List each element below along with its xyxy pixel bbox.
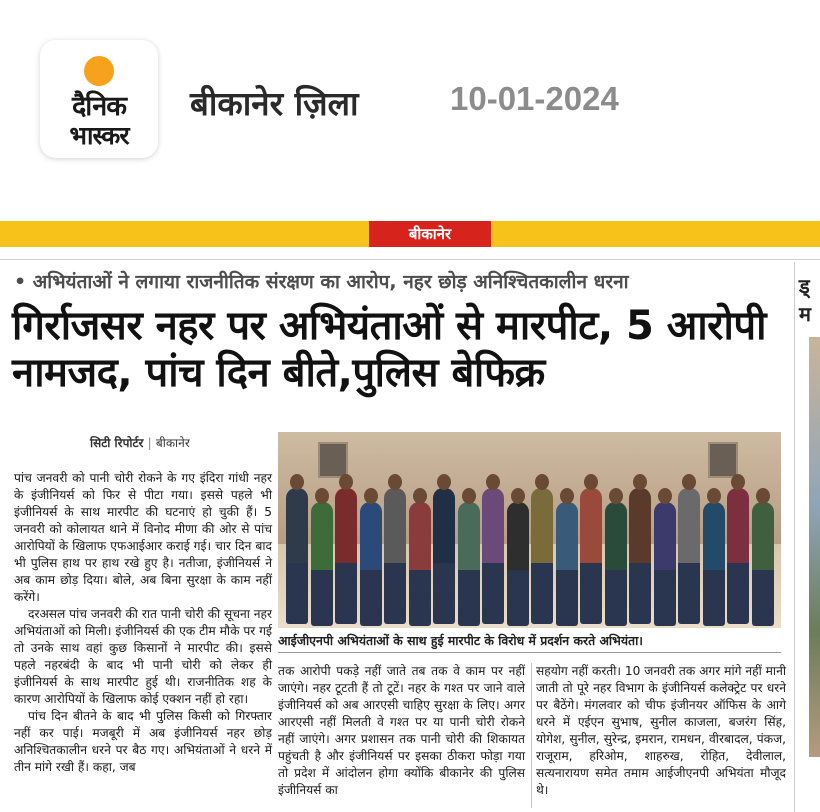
district-title: बीकानेर ज़िला (190, 84, 359, 123)
adjacent-photo (809, 337, 820, 757)
paragraph: सहयोग नहीं करती। 10 जनवरी तक अगर मांगे नहीं मानी जाती तो पूरे नहर विभाग के इंजीनियर्स कलेक्ट्रेट पर धरने पर बैठेंगे। मंगलवार को चीफ इंजीनयर ऑफिस के आगे धरने में एईएन सुभाष, सुनील काजला, बजरंग सिंह, योगेश, सुनील, सुरेन्द्र, इमरान, रामधन, वीरबादल, पंकज, राजूराम, हरिओम, शाहरुख, रोहित, देवीलाल, सत्यनारायण समेत तमाम आईजीएनपी अभियंता मौजूद थे। (536, 664, 786, 797)
logo-text-line1: दैनिक (71, 91, 127, 122)
logo-text-line2: भास्कर (69, 121, 129, 150)
paragraph: पांच जनवरी को पानी चोरी रोकने के गए इंदिरा गांधी नहर के इंजीनियर्स को फिर से पीटा गया। इससे पहले भी इंजीनियर्स के साथ मारपीट की घटनाएं हो चुकी हैं। 5 जनवरी को कोलायत थाने में विनोद मीणा की ओर से पांच आरोपियों के खिलाफ एफआईआर कराई गई। चार दिन बाद भी पुलिस हाथ पर हाथ रखे हुए है। नतीजा, इंजीनियर्स ने अब काम छोड़ दिया। बोले, अब बिना सुरक्षा के काम नहीं करेंगे। (14, 471, 272, 604)
photo-person-head (511, 488, 525, 504)
protest-photo (278, 432, 781, 628)
photo-person (286, 488, 308, 624)
paragraph: तक आरोपी पकड़े नहीं जाते तब तक वे काम पर नहीं जाएंगे। नहर टूटती हैं तो टूटें। नहर के गश्त पर जाने वाले इंजीनियर्स को अब आरएसी चाहिए सुरक्षा के लिए। अगर आरएसी नहीं मिलती वे गश्त पर या पानी चोरी रोकने नहीं जाएंगे। अगर प्रशासन तक पानी चोरी की शिकायत पहुंचती है और इंजीनियर्स पर इसका ठीकरा फोड़ा गया तो प्रदेश में आंदोलन होगा क्योंकि बीकानेर की पुलिस इंजीनियर्स का (278, 664, 525, 797)
photo-person (531, 488, 553, 624)
article-kicker: • अभियंताओं ने लगाया राजनीतिक संरक्षण का आरोप, नहर छोड़ अनिश्चितकालीन धरना (14, 271, 629, 293)
photo-person (605, 502, 627, 626)
paragraph: पांच दिन बीतने के बाद भी पुलिस किसी को गिरफ्तार नहीं कर पाई। मजबूरी में अब इंजीनियर्स नहर छोड़ अनिश्चितकालीन धरने पर बैठ गए। अभियंताओं ने धरने में तीन मांगे रखी हैं। कहा, जब (14, 709, 272, 774)
divider (0, 259, 820, 260)
photo-window (318, 442, 348, 478)
article-column-2 (278, 663, 525, 799)
photo-person-head (756, 488, 770, 504)
newspaper-logo (40, 40, 158, 158)
article-column-3 (536, 663, 786, 799)
photo-caption: आईजीएनपी अभियंताओं के साथ हुई मारपीट के विरोध में प्रदर्शन करते अभियंता। (278, 633, 643, 648)
photo-person-head (560, 488, 574, 504)
photo-person-head (437, 474, 451, 490)
photo-person-head (609, 488, 623, 504)
article-column-1 (14, 470, 272, 776)
photo-person-head (682, 474, 696, 490)
byline-place: बीकानेर (155, 436, 190, 450)
sun-logo-icon (84, 56, 114, 86)
photo-person (727, 488, 749, 624)
byline (90, 434, 190, 451)
photo-person (752, 502, 774, 626)
byline-reporter: सिटी रिपोर्टर (90, 436, 144, 450)
photo-person-head (633, 474, 647, 490)
photo-person (654, 502, 676, 626)
photo-person (507, 502, 529, 626)
adjacent-article-strip (794, 262, 820, 812)
photo-person (580, 488, 602, 624)
photo-person-head (462, 488, 476, 504)
photo-person (311, 502, 333, 626)
photo-person-head (486, 474, 500, 490)
adjacent-headline-fragment: म (799, 302, 811, 326)
adjacent-headline-fragment: ड् (799, 274, 810, 298)
photo-person (433, 488, 455, 624)
byline-separator: | (147, 436, 152, 450)
photo-person-head (707, 488, 721, 504)
photo-person (409, 502, 431, 626)
photo-person (384, 488, 406, 624)
photo-person (703, 502, 725, 626)
photo-person (556, 502, 578, 626)
photo-person-head (413, 488, 427, 504)
column-divider (531, 663, 532, 808)
photo-person-head (535, 474, 549, 490)
photo-person (335, 488, 357, 624)
paragraph: दरअसल पांच जनवरी की रात पानी चोरी की सूचना नहर अभियंताओं को मिली। इंजीनियर्स की एक टीम मौके पर गई तो उनके साथ वहां कुछ किसानों ने मारपीट की। इससे पहले नहरबंदी के बाद भी पानी चोरी को लेकर ही इंजीनियर्स के साथ मारपीट हुई थी। राजनीतिक शह के कारण आरोपियों के खिलाफ कोई एक्शन नहीं हो रहा। (14, 607, 272, 706)
photo-person-head (388, 474, 402, 490)
photo-person (629, 488, 651, 624)
photo-person-head (584, 474, 598, 490)
photo-person-head (339, 474, 353, 490)
photo-person-head (658, 488, 672, 504)
photo-person (482, 488, 504, 624)
photo-person (360, 502, 382, 626)
edition-date: 10-01-2024 (450, 80, 619, 117)
divider (278, 652, 781, 653)
photo-person-head (315, 488, 329, 504)
photo-person (458, 502, 480, 626)
photo-person-head (364, 488, 378, 504)
section-tag: बीकानेर (369, 221, 491, 247)
photo-person-head (290, 474, 304, 490)
article-headline: गिर्राजसर नहर पर अभियंताओं से मारपीट, 5 आरोपी नामजद, पांच दिन बीते,पुलिस बेफिक्र (12, 303, 766, 396)
photo-window (708, 442, 738, 478)
photo-person (678, 488, 700, 624)
photo-person-head (731, 474, 745, 490)
